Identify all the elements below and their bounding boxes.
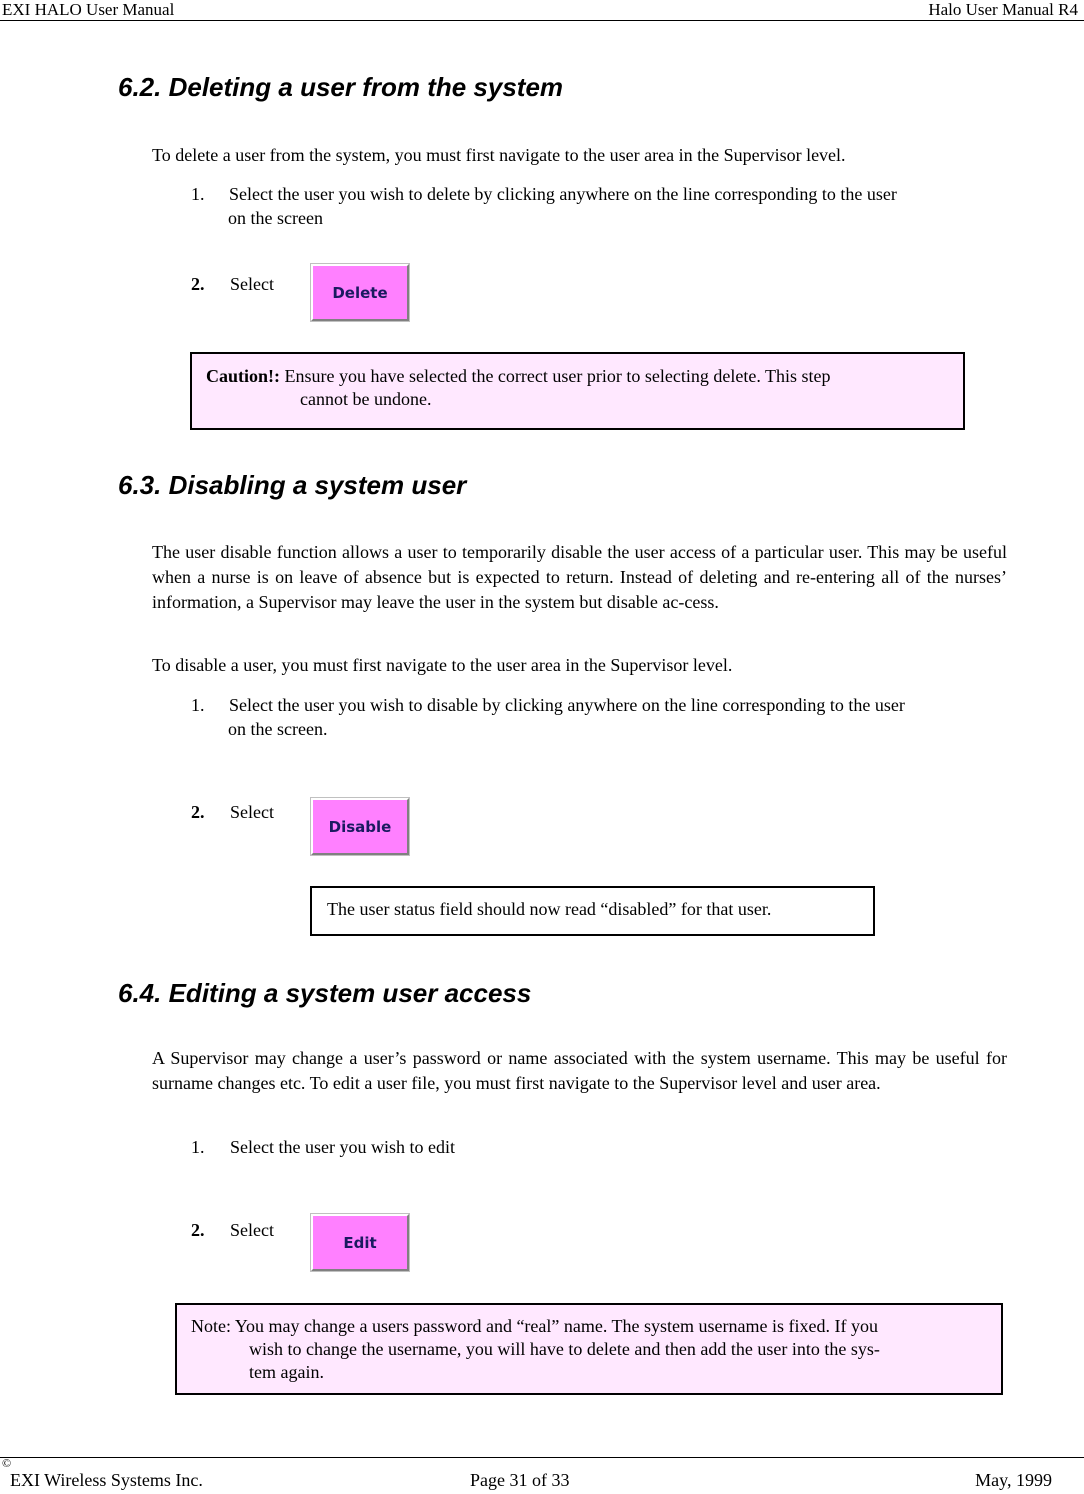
s63-step2-number: 2.: [191, 802, 205, 822]
s62-step1-text-cont: on the screen: [228, 208, 323, 228]
s63-step1-number: 1.: [191, 695, 205, 715]
section-6-4-title: 6.4. Editing a system user access: [118, 978, 532, 1008]
caution-label: Caution!:: [206, 366, 281, 386]
running-header-left: EXI HALO User Manual: [2, 0, 175, 19]
delete-button[interactable]: Delete: [311, 264, 409, 321]
s62-step1-number: 1.: [191, 184, 205, 204]
s63-step1-text: Select the user you wish to disable by clicking anywhere on the line corresponding to the user: [229, 695, 905, 715]
edit-note-text-cont: wish to change the username, you will have to delete and then add the user into the sys-: [249, 1339, 880, 1359]
footer-date: May, 1999: [975, 1470, 1052, 1490]
s64-step2-text: Select: [230, 1220, 274, 1240]
copyright-symbol: ©: [2, 1456, 12, 1470]
caution-text: Ensure you have selected the correct user prior to selecting delete. This step: [280, 366, 831, 386]
s62-step2-text: Select: [230, 274, 274, 294]
disable-button[interactable]: Disable: [311, 798, 409, 855]
caution-text-cont: cannot be undone.: [300, 389, 432, 409]
s62-step1-text: Select the user you wish to delete by clicking anywhere on the line corresponding to the user: [229, 184, 897, 204]
section-6-4-paragraph: A Supervisor may change a user’s password or name associated with the system username. This may be useful for surname changes etc. To edit a user file, you must first navigate to the Supervisor level and user area.: [152, 1048, 1007, 1093]
s63-step1-text-cont: on the screen.: [228, 719, 328, 739]
section-6-2-title: 6.2. Deleting a user from the system: [118, 72, 564, 102]
edit-button[interactable]: Edit: [311, 1214, 409, 1271]
footer-company: EXI Wireless Systems Inc.: [10, 1470, 203, 1490]
edit-note-text: Note: You may change a users password and “real” name. The system username is fixed. If you: [191, 1316, 878, 1336]
disable-note-text: The user status field should now read “disabled” for that user.: [327, 899, 772, 919]
running-header-right: Halo User Manual R4: [928, 0, 1078, 19]
disable-note-box: [310, 886, 875, 936]
header-rule: [0, 20, 1084, 21]
footer-page-number: Page 31 of 33: [470, 1470, 570, 1490]
section-6-3-title: 6.3. Disabling a system user: [118, 470, 467, 500]
s64-step1-number: 1.: [191, 1137, 205, 1157]
edit-note-box: [175, 1303, 1003, 1395]
section-6-3-paragraph: The user disable function allows a user to temporarily disable the user access of a particular user. This may be useful when a nurse is on leave of absence but is expected to return. Instead of deleting and re-entering all of the nurses’ information, a Supervisor may leave the user in the system but disable ac-cess.: [152, 542, 1007, 612]
footer-rule: [0, 1457, 1084, 1458]
section-6-3-intro: To disable a user, you must first navigate to the user area in the Supervisor level.: [152, 655, 733, 675]
s64-step1-text: Select the user you wish to edit: [230, 1137, 455, 1157]
s62-step2-number: 2.: [191, 274, 205, 294]
s64-step2-number: 2.: [191, 1220, 205, 1240]
section-6-2-intro: To delete a user from the system, you must first navigate to the user area in the Supervisor level.: [152, 145, 846, 165]
caution-box: [190, 352, 965, 430]
edit-note-text-end: tem again.: [249, 1362, 324, 1382]
s63-step2-text: Select: [230, 802, 274, 822]
